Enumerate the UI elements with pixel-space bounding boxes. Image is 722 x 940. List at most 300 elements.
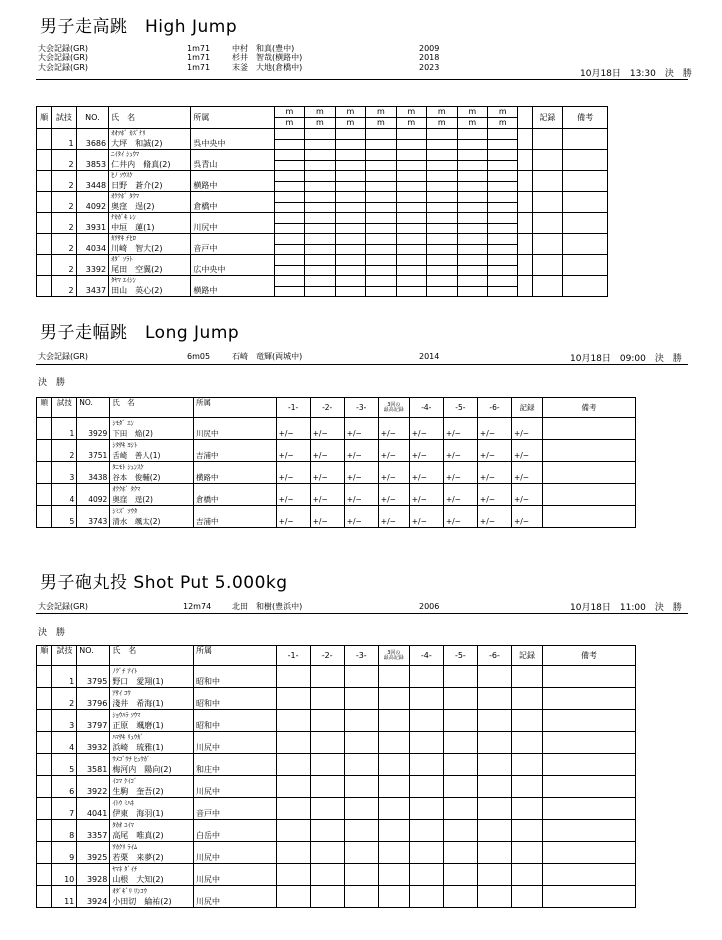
record-holder: 杉井 智哉(横路中): [232, 53, 303, 63]
attempt-cell: +/−: [310, 462, 344, 484]
attempt-cell: [366, 161, 396, 171]
attempt-cell: +/−: [276, 440, 310, 462]
athlete-affiliation: 広中央中: [193, 265, 226, 274]
shot-put-table: [36, 645, 636, 908]
attempt-cell: [443, 754, 477, 776]
attempt-cell: +/−: [512, 462, 543, 484]
spacer-cell: [518, 171, 532, 192]
best3-cell: [378, 666, 409, 688]
athlete-affiliation: 音戸中: [193, 244, 218, 253]
attempt-cell: [443, 886, 477, 908]
name-kana: ﾀﾔﾏ ｴｲｼﾝ: [111, 276, 136, 284]
name-kana: ﾜｶｸﾘ ﾗｲﾑ: [112, 842, 138, 851]
attempt-cell: [276, 798, 310, 820]
header-best3-line1: 3回の: [387, 401, 401, 408]
high-jump-table: [36, 106, 608, 297]
trial-cell: 4: [52, 484, 77, 506]
attempt-cell: [512, 688, 543, 710]
attempt-cell: [274, 276, 304, 287]
attempt-cell: +/−: [409, 418, 443, 440]
attempt-cell: [335, 203, 365, 213]
attempt-cell: [488, 203, 518, 213]
attempt-cell: [477, 776, 511, 798]
attempt-cell: [427, 245, 457, 255]
name-kana: ﾀﾆﾓﾄ ｼｭﾝｽｹ: [112, 462, 144, 471]
affil-cell: 音戸中: [193, 798, 276, 820]
affil-cell: 川尻中: [193, 886, 276, 908]
header-best: [378, 646, 409, 666]
athlete-name: 小田切 綸祐(2): [112, 896, 172, 906]
header-no: NO.: [77, 646, 110, 666]
attempt-cell: [457, 203, 487, 213]
name-kana: ﾆｲﾀｲ ｼｭｳﾏ: [111, 150, 140, 158]
header-trial: 試技: [52, 398, 77, 418]
attempt-cell: +/−: [477, 462, 511, 484]
shot-put-round: 決 勝: [38, 628, 66, 638]
attempt-cell: [512, 666, 543, 688]
attempt-cell: [488, 245, 518, 255]
athlete-name: 若栗 来夢(2): [112, 852, 164, 862]
best3-cell: +/−: [378, 440, 409, 462]
attempt-cell: [477, 842, 511, 864]
name-cell: [110, 776, 194, 798]
athlete-name: 中垣 蓮(1): [111, 223, 155, 232]
long-jump-round: 決 勝: [38, 378, 66, 388]
number-cell: 3357: [77, 820, 110, 842]
attempt-cell: [276, 732, 310, 754]
attempt-cell: [274, 182, 304, 192]
attempt-cell: [396, 182, 426, 192]
attempt-cell: [477, 864, 511, 886]
long-jump-schedule: 10月18日 09:00 決 勝: [570, 354, 682, 364]
height-unit: m: [274, 107, 304, 118]
record-cell: [532, 234, 562, 255]
trial-cell: 4: [52, 732, 77, 754]
name-cell: [110, 798, 194, 820]
trial-cell: 7: [52, 798, 77, 820]
attempt-cell: [443, 864, 477, 886]
record-holder: 中村 和真(豊中): [232, 44, 295, 53]
name-cell: [110, 418, 194, 440]
long-jump-table: [36, 397, 636, 528]
record-year: 2009: [419, 44, 440, 53]
record-year: 2023: [419, 62, 440, 72]
name-cell: [110, 462, 194, 484]
remarks-cell: [563, 213, 608, 234]
attempt-cell: [409, 798, 443, 820]
attempt-cell: +/−: [477, 506, 511, 528]
attempt-cell: [443, 776, 477, 798]
attempt-cell: +/−: [409, 440, 443, 462]
attempt-cell: [366, 266, 396, 276]
name-cell: [110, 666, 194, 688]
attempt-cell: [409, 864, 443, 886]
attempt-cell: [488, 150, 518, 161]
attempt-cell: [512, 886, 543, 908]
trial-cell: 2: [52, 255, 76, 276]
remarks-cell: [563, 150, 608, 171]
number-cell: 3925: [77, 842, 110, 864]
record-cell: [532, 150, 562, 171]
attempt-cell: [276, 886, 310, 908]
number-cell: 3581: [77, 754, 110, 776]
athlete-row: [37, 710, 636, 732]
trial-cell: 2: [52, 213, 76, 234]
attempt-cell: +/−: [310, 484, 344, 506]
number-cell: 3932: [77, 732, 110, 754]
attempt-cell: [488, 266, 518, 276]
trial-cell: 2: [52, 276, 76, 297]
name-cell: [110, 710, 194, 732]
name-cell: [109, 276, 191, 297]
order-cell: [37, 129, 52, 150]
best3-cell: [378, 864, 409, 886]
attempt-cell: [512, 842, 543, 864]
header-a5: -5-: [443, 398, 477, 418]
affil-cell: 川尻中: [193, 864, 276, 886]
attempt-cell: [396, 245, 426, 255]
athlete-row: [37, 754, 636, 776]
header-no: NO.: [76, 107, 109, 129]
athlete-affiliation: 呉中央中: [193, 139, 226, 148]
height-unit: m: [427, 118, 457, 129]
header-best3-line2: 最高記録: [383, 406, 404, 413]
attempt-cell: [477, 820, 511, 842]
trial-cell: 11: [52, 886, 77, 908]
athlete-name: 川崎 智大(2): [111, 244, 163, 253]
attempt-cell: [274, 192, 304, 203]
name-kana: ﾔﾏﾈ ﾀﾞｲﾁ: [112, 864, 138, 873]
affil-cell: [191, 150, 274, 171]
name-kana: ﾋﾉ ｿｳｽｹ: [111, 171, 133, 179]
height-unit: m: [396, 107, 426, 118]
attempt-cell: [366, 224, 396, 234]
spacer-cell: [518, 255, 532, 276]
attempt-cell: [305, 266, 335, 276]
athlete-row: [37, 798, 636, 820]
athlete-name: 伊東 海羽(1): [112, 808, 164, 818]
affil-cell: 吉浦中: [193, 440, 276, 462]
spacer-cell: [518, 234, 532, 255]
best3-cell: [378, 732, 409, 754]
number-cell: 3924: [77, 886, 110, 908]
number-cell: 3743: [77, 506, 110, 528]
affil-cell: 吉浦中: [193, 506, 276, 528]
high-jump-rule: [36, 79, 688, 80]
attempt-cell: [396, 224, 426, 234]
order-cell: [37, 255, 52, 276]
best3-cell: [378, 688, 409, 710]
attempt-cell: [305, 150, 335, 161]
affil-cell: 川尻中: [193, 418, 276, 440]
best3-cell: +/−: [378, 418, 409, 440]
attempt-cell: [457, 140, 487, 150]
record-label: 大会記録(GR): [38, 53, 88, 63]
attempt-cell: [477, 666, 511, 688]
attempt-cell: [477, 710, 511, 732]
athlete-row: [37, 820, 636, 842]
trial-cell: 2: [52, 688, 77, 710]
attempt-cell: [457, 287, 487, 297]
long-jump-rule: [36, 364, 688, 365]
name-kana: ｵｸｸﾎﾞ ﾀｸﾏ: [112, 484, 141, 493]
attempt-cell: [457, 276, 487, 287]
athlete-name: 生駒 奎吾(2): [112, 786, 164, 796]
affil-cell: [191, 129, 274, 150]
remarks-cell: [563, 171, 608, 192]
attempt-cell: +/−: [443, 440, 477, 462]
attempt-cell: [427, 129, 457, 140]
attempt-cell: [396, 276, 426, 287]
trial-cell: 1: [52, 418, 77, 440]
long-jump-record-label: 大会記録(GR): [38, 352, 88, 361]
attempt-cell: +/−: [512, 440, 543, 462]
attempt-cell: [512, 798, 543, 820]
attempt-cell: [409, 710, 443, 732]
attempt-cell: [443, 666, 477, 688]
attempt-cell: [305, 276, 335, 287]
header-name: 氏 名: [110, 398, 194, 418]
attempt-cell: [335, 213, 365, 224]
remarks-cell: [542, 506, 635, 528]
athlete-affiliation: 横路中: [193, 286, 218, 295]
name-cell: [109, 171, 191, 192]
best3-cell: [378, 776, 409, 798]
attempt-cell: [335, 255, 365, 266]
attempt-cell: [305, 224, 335, 234]
athlete-row: [37, 666, 636, 688]
header-row: [37, 646, 636, 666]
attempt-cell: [443, 710, 477, 732]
spacer-cell: [518, 192, 532, 213]
attempt-cell: [366, 171, 396, 182]
header-a3: -3-: [344, 398, 378, 418]
long-jump-record-holder: 石崎 竜輝(両城中): [232, 352, 303, 361]
remarks-cell: [542, 484, 635, 506]
attempt-cell: [305, 234, 335, 245]
number-cell: 3929: [77, 418, 110, 440]
affil-cell: [191, 192, 274, 213]
attempt-cell: [512, 820, 543, 842]
header-a4: -4-: [409, 646, 443, 666]
athlete-row: [37, 255, 608, 266]
athlete-row: [37, 418, 636, 440]
long-jump-title: 男子走幅跳 Long Jump: [40, 323, 240, 343]
height-unit: m: [366, 118, 396, 129]
attempt-cell: [488, 234, 518, 245]
best3-cell: +/−: [378, 506, 409, 528]
attempt-cell: [457, 129, 487, 140]
attempt-cell: [276, 864, 310, 886]
order-cell: [37, 213, 52, 234]
remarks-cell: [542, 440, 635, 462]
attempt-cell: [366, 192, 396, 203]
attempt-cell: [335, 140, 365, 150]
attempt-cell: [443, 842, 477, 864]
record-mark: 1m71: [187, 44, 211, 53]
attempt-cell: +/−: [409, 484, 443, 506]
athlete-name: 下田 焔(2): [112, 428, 153, 438]
affil-cell: 川尻中: [193, 842, 276, 864]
best3-cell: [378, 798, 409, 820]
attempt-cell: [335, 150, 365, 161]
remarks-cell: [542, 864, 635, 886]
height-unit: m: [305, 118, 335, 129]
attempt-cell: +/−: [276, 506, 310, 528]
remarks-cell: [563, 234, 608, 255]
attempt-cell: [276, 842, 310, 864]
remarks-cell: [542, 820, 635, 842]
attempt-cell: [276, 688, 310, 710]
number-cell: 4092: [77, 484, 110, 506]
height-unit: m: [366, 107, 396, 118]
attempt-cell: [276, 710, 310, 732]
record-year: 2018: [419, 53, 440, 63]
name-kana: ｼﾀｻｷ ﾖｼﾄ: [112, 440, 138, 449]
name-kana: ｵﾀﾞｷﾞﾘ ﾘﾝｺｳ: [112, 886, 147, 895]
attempt-cell: [305, 161, 335, 171]
attempt-cell: [443, 732, 477, 754]
height-unit: m: [457, 107, 487, 118]
attempt-cell: [274, 140, 304, 150]
record-label: 大会記録(GR): [38, 62, 88, 72]
order-cell: [37, 732, 52, 754]
name-cell: [110, 886, 194, 908]
header-a2: -2-: [310, 398, 344, 418]
attempt-cell: [335, 161, 365, 171]
attempt-cell: [310, 864, 344, 886]
header-affil: 所属: [193, 398, 276, 418]
attempt-cell: [409, 732, 443, 754]
spacer-cell: [518, 213, 532, 234]
attempt-cell: [396, 140, 426, 150]
attempt-cell: +/−: [276, 484, 310, 506]
height-unit: m: [396, 118, 426, 129]
record-mark: 1m71: [187, 62, 211, 72]
attempt-cell: [396, 213, 426, 224]
header-record: 記録: [532, 107, 562, 129]
header-best: [378, 398, 409, 418]
attempt-cell: [512, 710, 543, 732]
attempt-cell: +/−: [512, 506, 543, 528]
attempt-cell: [457, 266, 487, 276]
attempt-cell: +/−: [443, 506, 477, 528]
attempt-cell: +/−: [276, 462, 310, 484]
attempt-cell: [409, 754, 443, 776]
best3-cell: [378, 842, 409, 864]
attempt-cell: [443, 798, 477, 820]
trial-cell: 1: [52, 129, 76, 150]
attempt-cell: +/−: [512, 484, 543, 506]
height-unit: m: [274, 118, 304, 129]
athlete-row: [37, 213, 608, 224]
attempt-cell: [335, 171, 365, 182]
attempt-cell: [274, 213, 304, 224]
trial-cell: 2: [52, 192, 76, 213]
attempt-cell: +/−: [443, 418, 477, 440]
remarks-cell: [542, 754, 635, 776]
athlete-name: 山根 大知(2): [112, 874, 164, 884]
number-cell: 3448: [76, 171, 109, 192]
attempt-cell: [396, 171, 426, 182]
trial-cell: 10: [52, 864, 77, 886]
attempt-cell: [335, 266, 365, 276]
attempt-cell: [427, 224, 457, 234]
attempt-cell: [274, 129, 304, 140]
attempt-cell: [488, 276, 518, 287]
affil-cell: [191, 213, 274, 234]
attempt-cell: [409, 886, 443, 908]
spacer-cell: [518, 150, 532, 171]
attempt-cell: [488, 140, 518, 150]
attempt-cell: [274, 245, 304, 255]
remarks-cell: [542, 688, 635, 710]
athlete-name: 谷本 俊輔(2): [112, 472, 161, 482]
trial-cell: 5: [52, 754, 77, 776]
attempt-cell: [512, 732, 543, 754]
attempt-cell: [409, 688, 443, 710]
athlete-row: [37, 506, 636, 528]
order-cell: [37, 506, 52, 528]
attempt-cell: +/−: [344, 440, 378, 462]
record-holder: 末釜 大地(倉橋中): [232, 62, 303, 72]
attempt-cell: [274, 266, 304, 276]
attempt-cell: [344, 688, 378, 710]
attempt-cell: [344, 798, 378, 820]
attempt-cell: +/−: [344, 506, 378, 528]
name-kana: ﾅｶｶﾞｷ ﾚﾝ: [111, 213, 136, 221]
order-cell: [37, 484, 52, 506]
trial-cell: 9: [52, 842, 77, 864]
header-a2: -2-: [310, 646, 344, 666]
attempt-cell: [488, 161, 518, 171]
attempt-cell: [427, 161, 457, 171]
attempt-cell: [488, 171, 518, 182]
athlete-name: 舌崎 善人(1): [112, 450, 161, 460]
affil-cell: 白岳中: [193, 820, 276, 842]
attempt-cell: [366, 150, 396, 161]
name-cell: [110, 484, 194, 506]
affil-cell: 昭和中: [193, 688, 276, 710]
attempt-cell: [457, 224, 487, 234]
attempt-cell: [396, 255, 426, 266]
attempt-cell: +/−: [443, 462, 477, 484]
attempt-cell: [457, 171, 487, 182]
attempt-cell: [427, 287, 457, 297]
attempt-cell: [488, 192, 518, 203]
attempt-cell: [396, 287, 426, 297]
record-cell: [532, 276, 562, 297]
remarks-cell: [542, 666, 635, 688]
affil-cell: [191, 276, 274, 297]
affil-cell: [191, 234, 274, 255]
attempt-cell: [344, 754, 378, 776]
athlete-row: [37, 192, 608, 203]
attempt-cell: [488, 287, 518, 297]
attempt-cell: [427, 182, 457, 192]
name-cell: [110, 842, 194, 864]
attempt-cell: [512, 864, 543, 886]
attempt-cell: [305, 287, 335, 297]
header-remarks: 備考: [563, 107, 608, 129]
attempt-cell: [274, 255, 304, 266]
order-cell: [37, 864, 52, 886]
attempt-cell: [488, 255, 518, 266]
number-cell: 3796: [77, 688, 110, 710]
attempt-cell: +/−: [310, 440, 344, 462]
attempt-cell: [305, 203, 335, 213]
header-order: 順: [37, 398, 52, 418]
